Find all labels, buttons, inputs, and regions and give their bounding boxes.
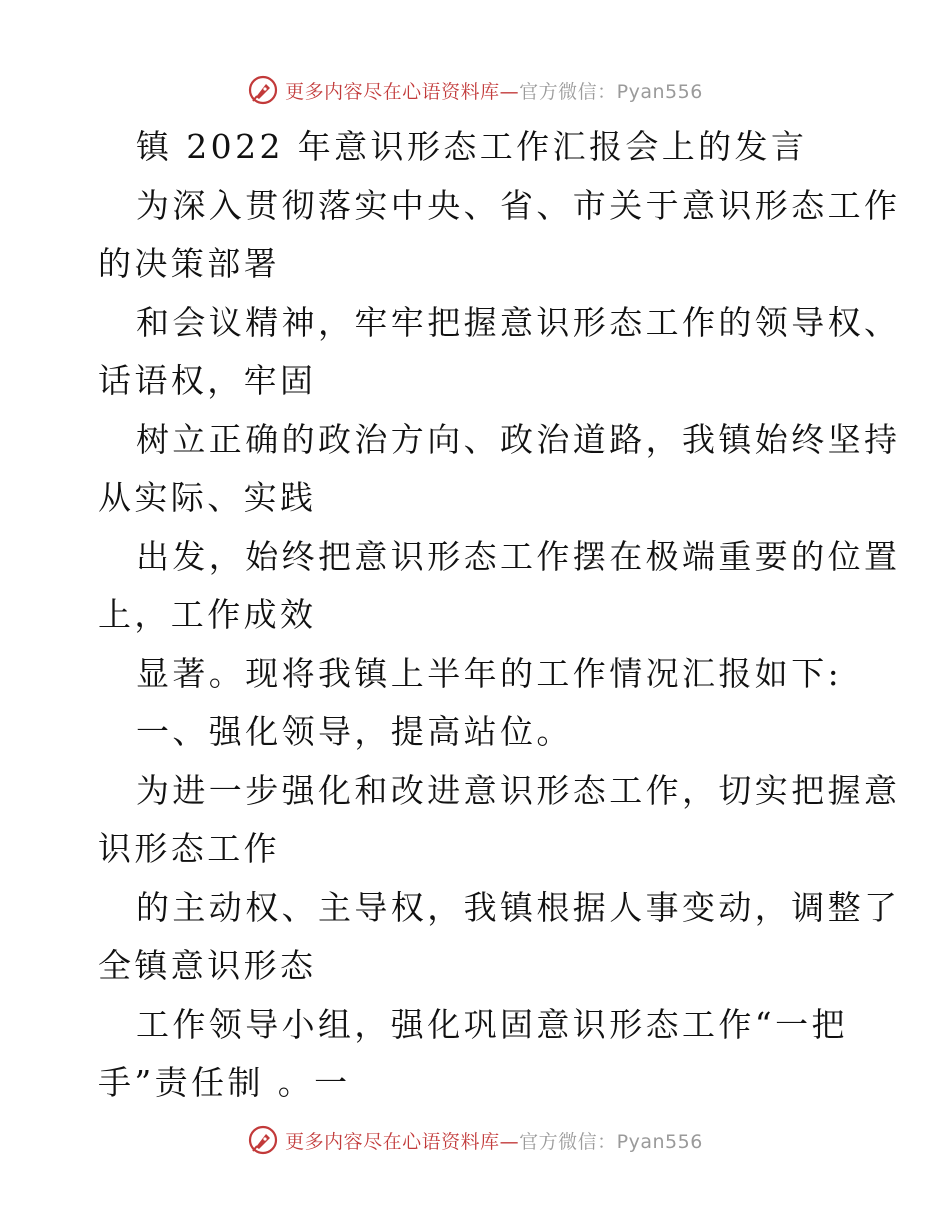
text-line: 的主动权、主导权，我镇根据人事变动，调整了 <box>136 887 901 927</box>
text-line: 出发，始终把意识形态工作摆在极端重要的位置 <box>136 536 901 576</box>
text-line: 为深入贯彻落实中央、省、市关于意识形态工作 <box>136 185 901 225</box>
text-line: 识形态工作 <box>98 829 280 868</box>
watermark-text-gray: 官方微信：Pyan556 <box>519 1130 703 1153</box>
text-line: 上，工作成效 <box>98 595 317 634</box>
text-line: 显著。现将我镇上半年的工作情况汇报如下: <box>136 653 843 693</box>
watermark-text-gray: 官方微信：Pyan556 <box>519 80 703 103</box>
text-line: 话语权，牢固 <box>98 361 317 400</box>
text-line: 一、强化领导，提高站位。 <box>136 712 573 751</box>
footer-watermark-banner <box>0 1120 950 1160</box>
watermark-text <box>285 77 703 104</box>
text-line: 为进一步强化和改进意识形态工作，切实把握意 <box>136 770 901 810</box>
text-line: 的决策部署 <box>98 244 280 283</box>
pen-nib-logo-icon <box>247 1124 279 1156</box>
document-title: 镇 2022 年意识形态工作汇报会上的发言 <box>136 127 808 166</box>
text-line: 全镇意识形态 <box>98 946 317 985</box>
watermark-text-red: 更多内容尽在心语资料库— <box>285 1130 520 1153</box>
text-line: 树立正确的政治方向、政治道路，我镇始终坚持 <box>136 419 901 459</box>
text-line: 从实际、实践 <box>98 478 317 517</box>
text-line: 和会议精神，牢牢把握意识形态工作的领导权、 <box>136 302 901 342</box>
watermark-text-red: 更多内容尽在心语资料库— <box>285 80 520 103</box>
watermark-text <box>285 1127 703 1154</box>
header-watermark-banner <box>0 70 950 110</box>
text-line: 手”责任制 。一 <box>98 1063 351 1102</box>
text-line: 工作领导小组，强化巩固意识形态工作“一把 <box>136 1004 848 1044</box>
document-body <box>98 118 901 1113</box>
pen-nib-logo-icon <box>247 74 279 106</box>
